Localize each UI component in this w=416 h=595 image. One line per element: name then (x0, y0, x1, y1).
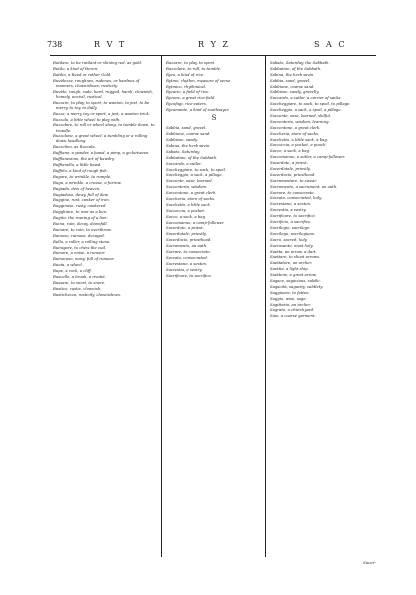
column-2 (166, 60, 262, 560)
dictionary-entry: Rugghiare, to roar as a lion. (53, 209, 108, 215)
header-right-guideword: S A C (314, 40, 347, 49)
column-3 (270, 60, 374, 560)
dictionary-entry: Saettone, a great arrow. (270, 272, 317, 278)
dictionary-entry: Sacco, a sack, a bag. (270, 148, 311, 154)
dictionary-entry: Saettia, a light ship. (270, 266, 309, 272)
dictionary-entry: Sacramento, an oath. (166, 243, 208, 249)
page-number: 738 (47, 40, 63, 49)
dictionary-entry: Sagrato, a churchyard. (270, 307, 315, 313)
dictionary-entry: Rutilio, a Reed or rather Gold. (53, 71, 112, 77)
header-rule (50, 55, 376, 56)
dictionary-entry: Ryzone, a great rice-field. (166, 95, 216, 101)
dictionary-entry: Saccoccia, a pocket. (166, 207, 206, 213)
dictionary-entry: Sacramentare, to swear. (270, 177, 317, 183)
dictionary-entry: Saccheggio, a sack, a spoil, a pillage. (270, 107, 342, 113)
dictionary-entry: Ruvidezza, roughnes, rudenes, or hardnes of manners, clownishnes, rusticity. (53, 77, 140, 88)
dictionary-entry: Ruzza, a merry toy or sport, a jest, a wanton trick. (53, 110, 151, 116)
dictionary-entry: Sacerdote, a priest. (166, 225, 204, 231)
dictionary-entry: Sacramento, a sacrament, an oath. (270, 183, 338, 189)
catchword: Sacer- (363, 560, 376, 565)
dictionary-entry: Ruzzola, a little wheel to play with. (53, 116, 121, 122)
dictionary-entry: Saccente, wise, learned, skilful. (270, 113, 332, 119)
dictionary-entry: Sacerdozio, priesthood. (166, 237, 212, 243)
dictionary-entry: Saccenteria, wisdom, learning. (270, 118, 330, 124)
dictionary-entry: Saccheggiare, to sack, to spoil, to pillage. (270, 101, 351, 107)
dictionary-entry: Sacro, sacred, holy. (270, 236, 308, 242)
dictionary-entry: Sagacità, sagacity, subtlety. (270, 283, 324, 289)
dictionary-entry: Sacrilego, sacrilegious. (270, 230, 315, 236)
dictionary-entry: Sabbatino, of the Sabbath. (270, 65, 322, 71)
dictionary-entry: Rugare, to wrinkle, to rumple. (53, 173, 112, 179)
dictionary-entry: Ruzzolare, to roll, to tumble. (166, 65, 222, 71)
dictionary-entry: Ruota, a wheel. (53, 262, 83, 268)
dictionary-entry: Saccenteria, wisdom. (166, 184, 208, 190)
dictionary-entry: Rupe, a rock, a cliff. (53, 268, 92, 274)
dictionary-entry: Ruffolo, a kind of rough fish. (53, 167, 108, 173)
dictionary-entry: Ryzo, a kind of rice. (166, 71, 205, 77)
dictionary-entry: Rustico, rustic, clownish. (53, 285, 102, 291)
dictionary-entry: Sacrestano, a sexton. (270, 201, 312, 207)
dictionary-entry: Ruggine, rust, canker of iron. (53, 197, 110, 203)
dictionary-entry: Rumigare, to chew the cud. (53, 244, 107, 250)
dictionary-entry: Sacrare, to consecrate. (270, 189, 315, 195)
dictionary-entry: Rumoroso, noisy, full of rumour. (53, 256, 115, 262)
dictionary-entry: Saccheria, store of sacks. (270, 130, 320, 136)
dictionary-entry: Ryzofagi, rice-eaters. (166, 101, 207, 107)
dictionary-entry: Sacrato, consecrated, holy. (270, 195, 322, 201)
dictionary-entry: Sabbatino, of the Sabbath. (166, 154, 218, 160)
dictionary-entry: Sacrato, consecrated. (166, 254, 208, 260)
dictionary-entry: Sacrestia, a vestry. (270, 207, 307, 213)
dictionary-entry: Rytmo, rhythm, measure of verse. (166, 77, 232, 83)
column-1 (53, 60, 157, 560)
dictionary-entry: Saettatore, an archer. (270, 260, 313, 266)
dictionary-entry: Sabbia, sand, gravel. (166, 125, 207, 131)
dictionary-entry: Rugiadoso, dewy, full of dew. (53, 191, 109, 197)
dictionary-entry: Saccheggiare, to sack, to spoil. (166, 166, 227, 172)
dictionary-entry: Rytmico, rhythmical. (166, 83, 207, 89)
dictionary-entry: Saccoccia, a pocket, a pouch. (270, 142, 327, 148)
dictionary-entry: Saccomanno, a sutler, a camp-follower. (270, 154, 346, 160)
dictionary-entry: Sabina, the herb savin. (270, 71, 315, 77)
dictionary-entry: Sacrificare, to sacrifice. (270, 213, 316, 219)
dictionary-entry: Saccomanno, a camp-follower. (166, 219, 225, 225)
dictionary-entry: Rullo, a roller, a rolling stone. (53, 238, 111, 244)
column-rule-2 (265, 55, 266, 557)
dictionary-entry: Sagace, sagacious, subtle. (270, 277, 321, 283)
dictionary-entry: Saccardo, a sutler, a carrier of sacks. (270, 95, 342, 101)
dictionary-entry: Sabbioso, sandy. (166, 137, 198, 143)
dictionary-entry: Saccheria, store of sacks. (166, 196, 216, 201)
dictionary-entry: Sabina, the herb savin. (166, 142, 211, 148)
dictionary-entry: Sacrilegio, sacrilege. (270, 224, 311, 230)
dictionary-entry: Sacrificare, to sacrifice. (166, 272, 212, 278)
dictionary-entry: Sacrestia, a vestry. (166, 266, 203, 272)
dictionary-entry: Sabato, Saturday, the Sabbath. (270, 60, 330, 65)
dictionary-entry: Ruga, a wrinkle, a crease, a furrow. (53, 179, 122, 185)
dictionary-entry: Rustichezza, rusticity, clownishnes. (53, 291, 122, 297)
dictionary-entry: Ruzzare, to play, to sport, to wanton, to jest, to be merry, to toy, to dally. (53, 99, 150, 110)
dictionary-entry: Sacerdotale, priestly. (270, 166, 311, 172)
header-middle-guideword: R Y Z (198, 40, 230, 49)
dictionary-entry: Saccardo, a sutler. (166, 160, 202, 166)
dictionary-entry: Sacrestano, a sexton. (166, 260, 208, 266)
dictionary-entry: Rugiada, dew of heaven. (53, 185, 101, 191)
dictionary-entry: Sacrare, to consecrate. (166, 249, 211, 255)
dictionary-entry: Ruscello, a brook, a rivulet. (53, 273, 107, 279)
dictionary-entry: Russare, to snort, to snore. (53, 279, 106, 285)
dictionary-entry: Sabbione, coarse sand. (270, 83, 315, 89)
dictionary-entry: Sacchetto, a little sack, a bag. (270, 136, 329, 142)
column-rule-1 (161, 55, 162, 557)
dictionary-entry: Ruinare, to ruin, to overthrow. (53, 226, 112, 232)
dictionary-entry: Sabbione, coarse sand. (166, 131, 211, 137)
dictionary-entry: Sacrificio, a sacrifice. (270, 219, 312, 225)
dictionary-entry: Saettare, to shoot arrows. (270, 254, 321, 260)
dictionary-entry: Rugito, the roaring of a lion. (53, 215, 108, 221)
dictionary-entry: Saggio, wise, sage. (270, 295, 307, 301)
dictionary-entry: Saio, a coarse garment. (270, 313, 316, 319)
dictionary-entry: Sacchetto, a little sack. (166, 201, 212, 207)
dictionary-entry: Saccente, wise, learned. (166, 178, 213, 184)
dictionary-entry: Sacerdozio, priesthood. (270, 171, 316, 177)
dictionary-entry: Saccheggio, a sack, a pillage. (166, 172, 223, 178)
dictionary-entry: Rumore, a noise, a rumour. (53, 250, 106, 256)
dictionary-entry: Ruzzolone, a great wheel, a tumbling or a rolling down headlong. (53, 133, 148, 144)
header-left-guideword: R V T (94, 40, 127, 49)
dictionary-entry: Ruzzare, to play, to sport. (166, 60, 216, 65)
dictionary-entry: Ruinoso, ruinous, decayed. (53, 232, 106, 238)
dictionary-entry: Saetta, an arrow, a dart. (270, 248, 317, 254)
running-header (0, 40, 416, 52)
dictionary-entry: Ruvido, rough, rude, hard, rugged, harsh, clownish, homely, uncivil, rustical. (53, 88, 154, 99)
dictionary-entry: Sagginare, to fatten. (270, 289, 310, 295)
dictionary-entry: Ruffiano, a pander, a bawd, a pimp, a go-between. (53, 150, 150, 156)
dictionary-entry: Sagittario, an archer. (270, 301, 311, 307)
dictionary-entry: Ruzzolare, to roll or wheel along, to tumble down, to trundle. (53, 122, 155, 133)
dictionary-entry: Ruina, ruin, decay, downfall. (53, 220, 108, 226)
dictionary-entry: Ruffianella, a little bawd. (53, 162, 102, 168)
dictionary-entry: Sacrosanto, most holy. (270, 242, 314, 248)
dictionary-entry: Sacerdote, a priest. (270, 160, 308, 166)
dictionary-entry: Ryzomante, a kind of soothsayer. (166, 107, 230, 113)
dictionary-entry: Sacco, a sack, a bag. (166, 213, 207, 219)
dictionary-entry: Ryzario, a field of rice. (166, 89, 210, 95)
section-letter: S (211, 114, 217, 123)
dictionary-entry: Sabato, Saturday. (166, 148, 200, 154)
dictionary-entry: Ruzzolino, as Ruzzola. (53, 144, 96, 150)
dictionary-entry: Sabbia, sand, gravel. (270, 77, 311, 83)
dictionary-entry: Sabbioso, sandy, gravelly. (270, 89, 320, 95)
dictionary-entry: Rutilo, a kind of Heron. (53, 65, 99, 71)
dictionary-entry: Ruffianesimo, the art of bawdry. (53, 156, 115, 162)
dictionary-entry: Sacerdotale, priestly. (166, 231, 207, 237)
dictionary-entry: Saccentone, a great clerk. (270, 124, 321, 130)
dictionary-entry: Rugginoso, rusty, cankered. (53, 203, 107, 209)
dictionary-entry: Rutilare, to be rutilant or shining red, as gold. (53, 60, 143, 65)
dictionary-entry: Saccentone, a great clerk. (166, 190, 217, 196)
